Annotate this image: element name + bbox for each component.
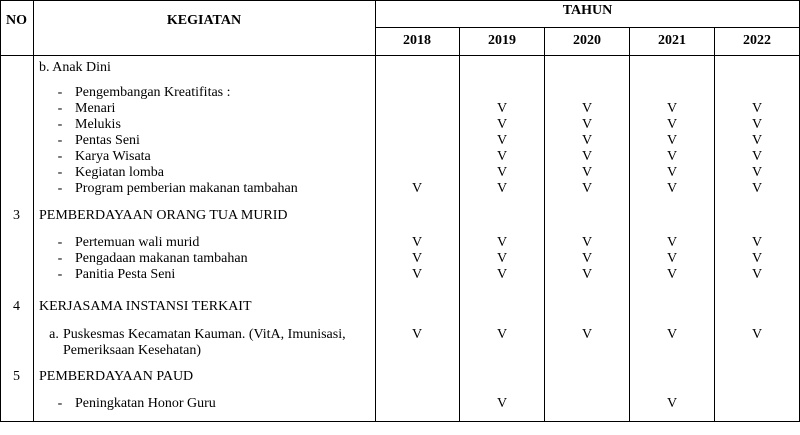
activity-label: Peningkatan Honor Guru bbox=[75, 396, 216, 411]
bullet-dash: - bbox=[57, 235, 63, 250]
col-border-kegiatan bbox=[375, 0, 376, 422]
item-letter: a. bbox=[49, 327, 59, 342]
check-mark-2022: V bbox=[751, 149, 763, 164]
check-mark-2022: V bbox=[751, 101, 763, 116]
header-year-2022: 2022 bbox=[743, 33, 771, 48]
check-mark-2021: V bbox=[666, 117, 678, 132]
activity-label: Program pemberian makanan tambahan bbox=[75, 181, 298, 196]
check-mark-2021: V bbox=[666, 396, 678, 411]
check-mark-2018: V bbox=[411, 235, 423, 250]
check-mark-2022: V bbox=[751, 165, 763, 180]
section-number: 5 bbox=[13, 369, 20, 384]
check-mark-2020: V bbox=[581, 133, 593, 148]
check-mark-2019: V bbox=[496, 327, 508, 342]
check-mark-2021: V bbox=[666, 181, 678, 196]
col-border-2018 bbox=[459, 27, 460, 422]
check-mark-2022: V bbox=[751, 251, 763, 266]
activity-label: Karya Wisata bbox=[75, 149, 151, 164]
activity-label-continued: Pemeriksaan Kesehatan) bbox=[63, 343, 201, 358]
check-mark-2021: V bbox=[666, 149, 678, 164]
section-title: KERJASAMA INSTANSI TERKAIT bbox=[39, 299, 252, 314]
col-border-no bbox=[33, 0, 34, 422]
activity-label: Puskesmas Kecamatan Kauman. (VitA, Imunisasi, bbox=[63, 327, 346, 342]
check-mark-2020: V bbox=[581, 101, 593, 116]
check-mark-2019: V bbox=[496, 117, 508, 132]
check-mark-2019: V bbox=[496, 181, 508, 196]
activity-label: Pengembangan Kreatifitas : bbox=[75, 85, 231, 100]
check-mark-2020: V bbox=[581, 165, 593, 180]
check-mark-2022: V bbox=[751, 327, 763, 342]
header-no: NO bbox=[6, 13, 27, 28]
bullet-dash: - bbox=[57, 396, 63, 411]
check-mark-2021: V bbox=[666, 251, 678, 266]
check-mark-2019: V bbox=[496, 133, 508, 148]
section-title: PEMBERDAYAAN ORANG TUA MURID bbox=[39, 208, 288, 223]
section-number: 3 bbox=[13, 208, 20, 223]
check-mark-2019: V bbox=[496, 101, 508, 116]
check-mark-2021: V bbox=[666, 133, 678, 148]
bullet-dash: - bbox=[57, 267, 63, 282]
activity-label: Menari bbox=[75, 101, 116, 116]
check-mark-2022: V bbox=[751, 235, 763, 250]
activity-label: Pentas Seni bbox=[75, 133, 140, 148]
bullet-dash: - bbox=[57, 165, 63, 180]
header-bottom-rule bbox=[0, 55, 800, 56]
activity-label: Kegiatan lomba bbox=[75, 165, 165, 180]
activity-label: Melukis bbox=[75, 117, 121, 132]
section-title: PEMBERDAYAAN PAUD bbox=[39, 369, 194, 384]
check-mark-2019: V bbox=[496, 149, 508, 164]
col-border-2021 bbox=[714, 27, 715, 422]
check-mark-2020: V bbox=[581, 251, 593, 266]
header-year-2018: 2018 bbox=[403, 33, 431, 48]
check-mark-2022: V bbox=[751, 133, 763, 148]
check-mark-2018: V bbox=[411, 327, 423, 342]
check-mark-2021: V bbox=[666, 267, 678, 282]
check-mark-2018: V bbox=[411, 181, 423, 196]
header-year-2020: 2020 bbox=[573, 33, 601, 48]
check-mark-2021: V bbox=[666, 235, 678, 250]
check-mark-2021: V bbox=[666, 327, 678, 342]
check-mark-2022: V bbox=[751, 267, 763, 282]
check-mark-2019: V bbox=[496, 165, 508, 180]
activity-label: Pertemuan wali murid bbox=[75, 235, 200, 250]
col-border-2019 bbox=[544, 27, 545, 422]
header-year-2019: 2019 bbox=[488, 33, 516, 48]
check-mark-2022: V bbox=[751, 117, 763, 132]
check-mark-2018: V bbox=[411, 267, 423, 282]
check-mark-2019: V bbox=[496, 251, 508, 266]
table-border-bottom bbox=[0, 421, 800, 422]
check-mark-2018: V bbox=[411, 251, 423, 266]
check-mark-2021: V bbox=[666, 101, 678, 116]
check-mark-2019: V bbox=[496, 235, 508, 250]
check-mark-2020: V bbox=[581, 149, 593, 164]
year-header-divider bbox=[375, 27, 800, 28]
header-tahun: TAHUN bbox=[562, 3, 613, 18]
check-mark-2022: V bbox=[751, 181, 763, 196]
check-mark-2021: V bbox=[666, 165, 678, 180]
check-mark-2020: V bbox=[581, 181, 593, 196]
col-border-2020 bbox=[629, 27, 630, 422]
table-border-top bbox=[0, 0, 800, 1]
check-mark-2020: V bbox=[581, 327, 593, 342]
activity-label: Pengadaan makanan tambahan bbox=[75, 251, 248, 266]
check-mark-2019: V bbox=[496, 396, 508, 411]
bullet-dash: - bbox=[57, 181, 63, 196]
check-mark-2020: V bbox=[581, 117, 593, 132]
check-mark-2020: V bbox=[581, 267, 593, 282]
section-number: 4 bbox=[13, 299, 20, 314]
bullet-dash: - bbox=[57, 251, 63, 266]
check-mark-2019: V bbox=[496, 267, 508, 282]
bullet-dash: - bbox=[57, 85, 63, 100]
header-kegiatan: KEGIATAN bbox=[166, 13, 242, 28]
bullet-dash: - bbox=[57, 133, 63, 148]
subsection-title: b. Anak Dini bbox=[39, 60, 111, 75]
activity-label: Panitia Pesta Seni bbox=[75, 267, 176, 282]
bullet-dash: - bbox=[57, 101, 63, 116]
bullet-dash: - bbox=[57, 117, 63, 132]
bullet-dash: - bbox=[57, 149, 63, 164]
check-mark-2020: V bbox=[581, 235, 593, 250]
header-year-2021: 2021 bbox=[658, 33, 686, 48]
